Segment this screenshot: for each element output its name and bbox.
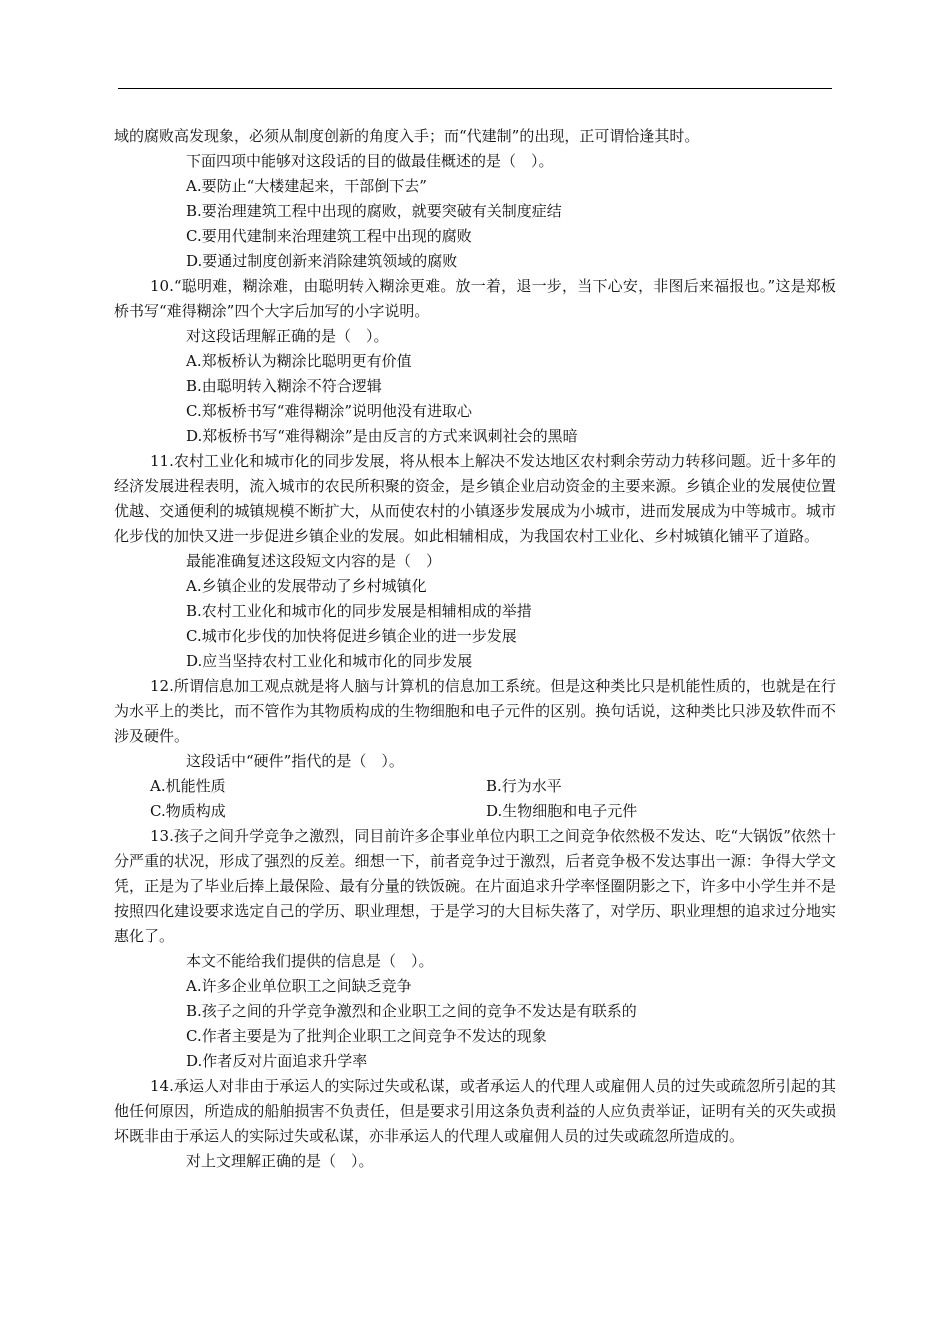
q12-option-a: A.机能性质: [150, 777, 226, 795]
header-rule: [118, 88, 832, 89]
q9-option-a: A.要防止“大楼建起来，干部倒下去”: [186, 177, 427, 195]
q10-option-a: A.郑板桥认为糊涂比聪明更有价值: [186, 352, 412, 370]
q13-option-c: C.作者主要是为了批判企业职工之间竞争不发达的现象: [186, 1027, 547, 1045]
q9-option-d: D.要通过制度创新来消除建筑领域的腐败: [186, 252, 458, 270]
q9-option-b: B.要治理建筑工程中出现的腐败，就要突破有关制度症结: [186, 202, 562, 220]
q11-option-c: C.城市化步伐的加快将促进乡镇企业的进一步发展: [186, 627, 517, 645]
q11-option-a: A.乡镇企业的发展带动了乡村城镇化: [186, 577, 427, 595]
q11-text: 11.农村工业化和城市化的同步发展，将从根本上解决不发达地区农村剩余劳动力转移问题。近十多年的经济发展进程表明，流入城市的农民所积聚的资金，是乡镇企业启动资金的主要来源。乡镇企业的发展使位置优越、交通便利的城镇规模不断扩大，从而使农村的小镇逐步发展成为小城市，进而发展成为中等城市。城市化步伐的加快又进一步促进乡镇企业的发展。如此相辅相成，为我国农村工业化、乡村城镇化铺平了道路。: [114, 452, 836, 545]
q10-option-d: D.郑板桥书写“难得糊涂”是由反言的方式来讽刺社会的黑暗: [186, 427, 578, 445]
q9-continuation: 域的腐败高发现象，必须从制度创新的角度入手；而“代建制”的出现，正可谓恰逢其时。: [114, 127, 700, 145]
q13-prompt: 本文不能给我们提供的信息是（ ）。: [186, 952, 434, 970]
q12-option-c: C.物质构成: [150, 802, 226, 820]
q10-option-b: B.由聪明转入糊涂不符合逻辑: [186, 377, 382, 395]
q14-prompt: 对上文理解正确的是（ ）。: [186, 1152, 374, 1170]
q13-text: 13.孩子之间升学竞争之激烈，同目前许多企事业单位内职工之间竞争依然极不发达、吃“大锅饭”依然十分严重的状况，形成了强烈的反差。细想一下，前者竞争过于激烈，后者竞争极不发达事出一源：争得大学文凭，正是为了毕业后捧上最保险、最有分量的铁饭碗。在片面追求升学率怪圈阴影之下，许多中小学生并不是按照四化建设要求选定自己的学历、职业理想，于是学习的大目标失落了，对学历、职业理想的追求过分地实惠化了。: [114, 827, 836, 945]
q9-option-c: C.要用代建制来治理建筑工程中出现的腐败: [186, 227, 472, 245]
q12-options-row-1: [114, 774, 836, 799]
q10-prompt: 对这段话理解正确的是（ ）。: [186, 327, 389, 345]
q10-text: 10.“聪明难，糊涂难，由聪明转入糊涂更难。放一着，退一步，当下心安，非图后来福报也。”这是郑板桥书写“难得糊涂”四个大字后加写的小字说明。: [114, 277, 836, 320]
q11-option-d: D.应当坚持农村工业化和城市化的同步发展: [186, 652, 473, 670]
q14-text: 14.承运人对非由于承运人的实际过失或私谋，或者承运人的代理人或雇佣人员的过失或疏忽所引起的其他任何原因，所造成的船舶损害不负责任，但是要求引用这条负责利益的人应负责举证，证明有关的灭失或损坏既非由于承运人的实际过失或私谋，亦非承运人的代理人或雇佣人员的过失或疏忽所造成的。: [114, 1077, 836, 1145]
q12-option-b: B.行为水平: [486, 777, 562, 795]
q12-text: 12.所谓信息加工观点就是将人脑与计算机的信息加工系统。但是这种类比只是机能性质的，也就是在行为水平上的类比，而不管作为其物质构成的生物细胞和电子元件的区别。换句话说，这种类比只涉及软件而不涉及硬件。: [114, 677, 836, 745]
q13-option-a: A.许多企业单位职工之间缺乏竞争: [186, 977, 412, 995]
q13-option-d: D.作者反对片面追求升学率: [186, 1052, 368, 1070]
q12-prompt: 这段话中“硬件”指代的是（ ）。: [186, 752, 404, 770]
q12-options-row-2: [114, 799, 836, 824]
q9-prompt: 下面四项中能够对这段话的目的做最佳概述的是（ ）。: [186, 152, 554, 170]
q10-option-c: C.郑板桥书写“难得糊涂”说明他没有进取心: [186, 402, 473, 420]
q13-option-b: B.孩子之间的升学竞争激烈和企业职工之间的竞争不发达是有联系的: [186, 1002, 637, 1020]
q11-prompt: 最能准确复述这段短文内容的是（ ）: [186, 552, 442, 570]
q11-option-b: B.农村工业化和城市化的同步发展是相辅相成的举措: [186, 602, 532, 620]
q12-option-d: D.生物细胞和电子元件: [486, 802, 638, 820]
document-body: [114, 124, 836, 1174]
